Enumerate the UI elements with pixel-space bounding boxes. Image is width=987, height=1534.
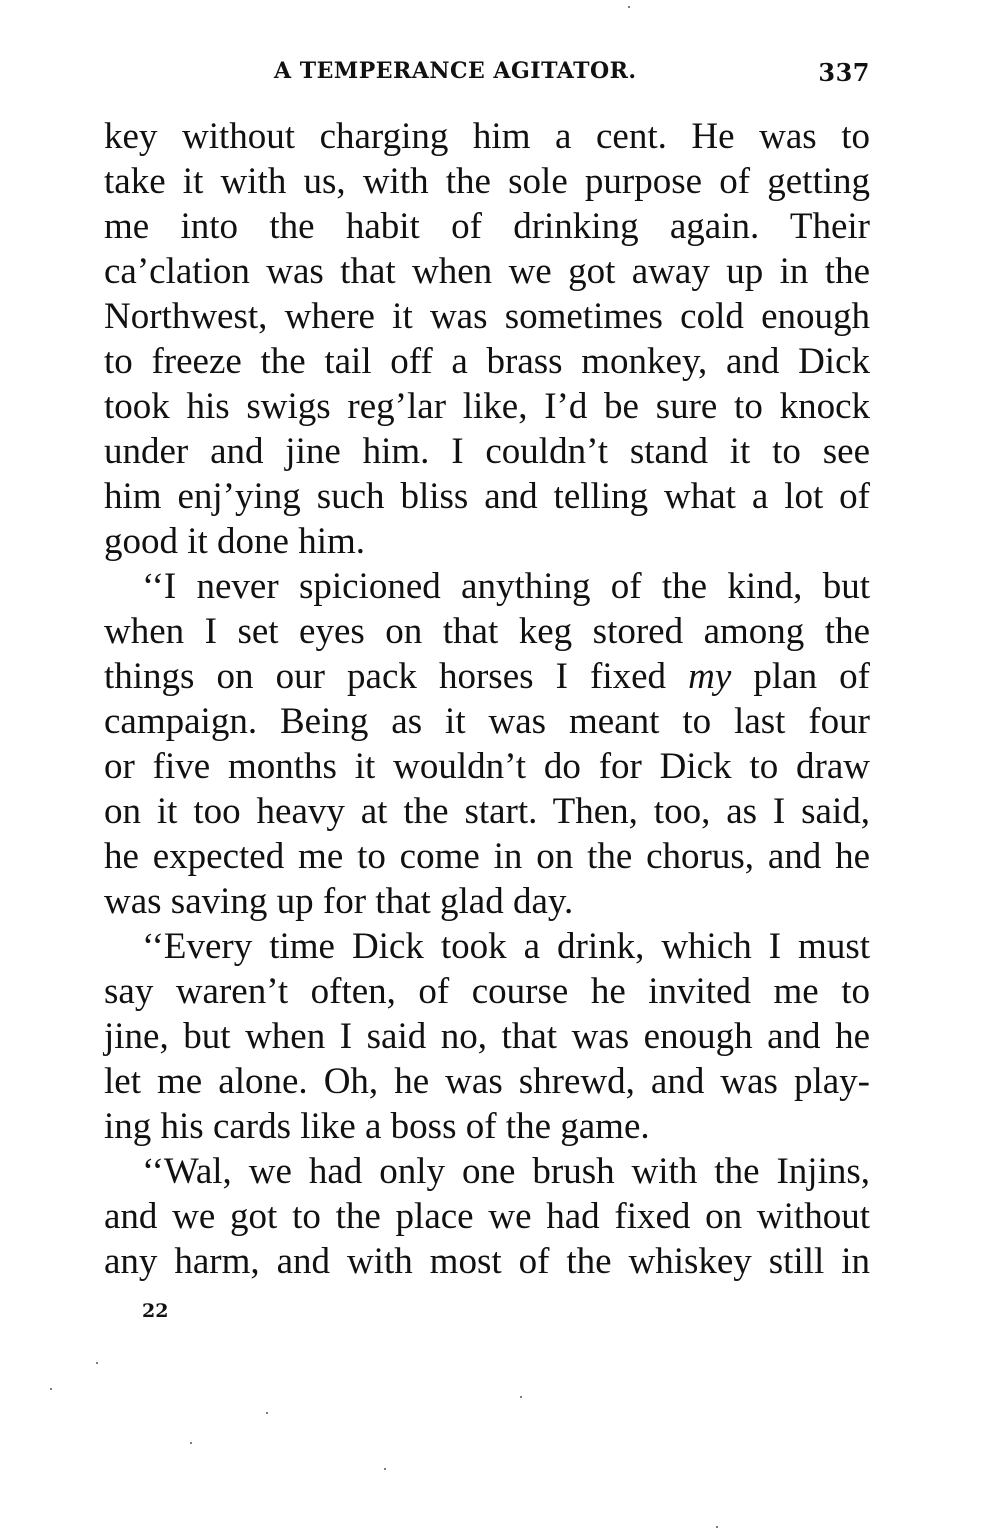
scan-speck bbox=[520, 1396, 522, 1398]
text-line: any harm, and with most of the whiskey still in bbox=[104, 1241, 870, 1282]
text-line: Northwest, where it was sometimes cold enough bbox=[104, 296, 870, 337]
text-line: him enj’ying such bliss and telling what a lot of bbox=[104, 476, 870, 517]
text-line: ing his cards like a boss of the game. bbox=[104, 1106, 650, 1147]
scan-speck bbox=[384, 1468, 386, 1470]
text-line: jine, but when I said no, that was enough and he bbox=[104, 1016, 870, 1057]
text-line: on it too heavy at the start. Then, too, as I said, bbox=[104, 791, 870, 832]
scan-speck bbox=[266, 1412, 268, 1414]
text-line: me into the habit of drinking again. Their bbox=[104, 206, 870, 247]
text-line: took his swigs reg’lar like, I’d be sure to knock bbox=[104, 386, 870, 427]
scan-speck bbox=[190, 1442, 192, 1444]
text-line: key without charging him a cent. He was to bbox=[104, 116, 870, 157]
text-line: was saving up for that glad day. bbox=[104, 881, 574, 922]
text-line: or five months it wouldn’t do for Dick to draw bbox=[104, 746, 870, 787]
text-line: to freeze the tail off a brass monkey, and Dick bbox=[104, 341, 870, 382]
running-head bbox=[104, 52, 870, 92]
text-line bbox=[104, 654, 870, 699]
scan-speck bbox=[716, 1526, 718, 1528]
scan-speck bbox=[628, 6, 630, 8]
text-line: and we got to the place we had fixed on without bbox=[104, 1196, 870, 1237]
scan-speck bbox=[96, 1362, 98, 1364]
text-line: say waren’t often, of course he invited me to bbox=[104, 971, 870, 1012]
text-line: campaign. Being as it was meant to last four bbox=[104, 701, 870, 742]
text-line: good it done him. bbox=[104, 521, 366, 562]
text-line: ‘‘I never spicioned anything of the kind, but bbox=[142, 566, 870, 607]
text-line: under and jine him. I couldn’t stand it to see bbox=[104, 431, 870, 472]
text-line: he expected me to come in on the chorus, and he bbox=[104, 836, 870, 877]
text-segment: things on our pack horses I fixed my plan of bbox=[104, 656, 870, 697]
body-text bbox=[104, 114, 870, 1284]
page-number: 337 bbox=[818, 58, 870, 87]
scan-speck bbox=[50, 1388, 52, 1390]
text-line: ca’clation was that when we got away up in the bbox=[104, 251, 870, 292]
running-title: A TEMPERANCE AGITATOR. bbox=[274, 58, 637, 84]
signature-mark: 22 bbox=[142, 1300, 169, 1322]
text-line: ‘‘Wal, we had only one brush with the Injins, bbox=[142, 1151, 870, 1192]
text-line: let me alone. Oh, he was shrewd, and was play- bbox=[104, 1061, 870, 1102]
text-line: take it with us, with the sole purpose of getting bbox=[104, 161, 870, 202]
text-line: ‘‘Every time Dick took a drink, which I must bbox=[142, 926, 870, 967]
text-line: when I set eyes on that keg stored among the bbox=[104, 611, 870, 652]
